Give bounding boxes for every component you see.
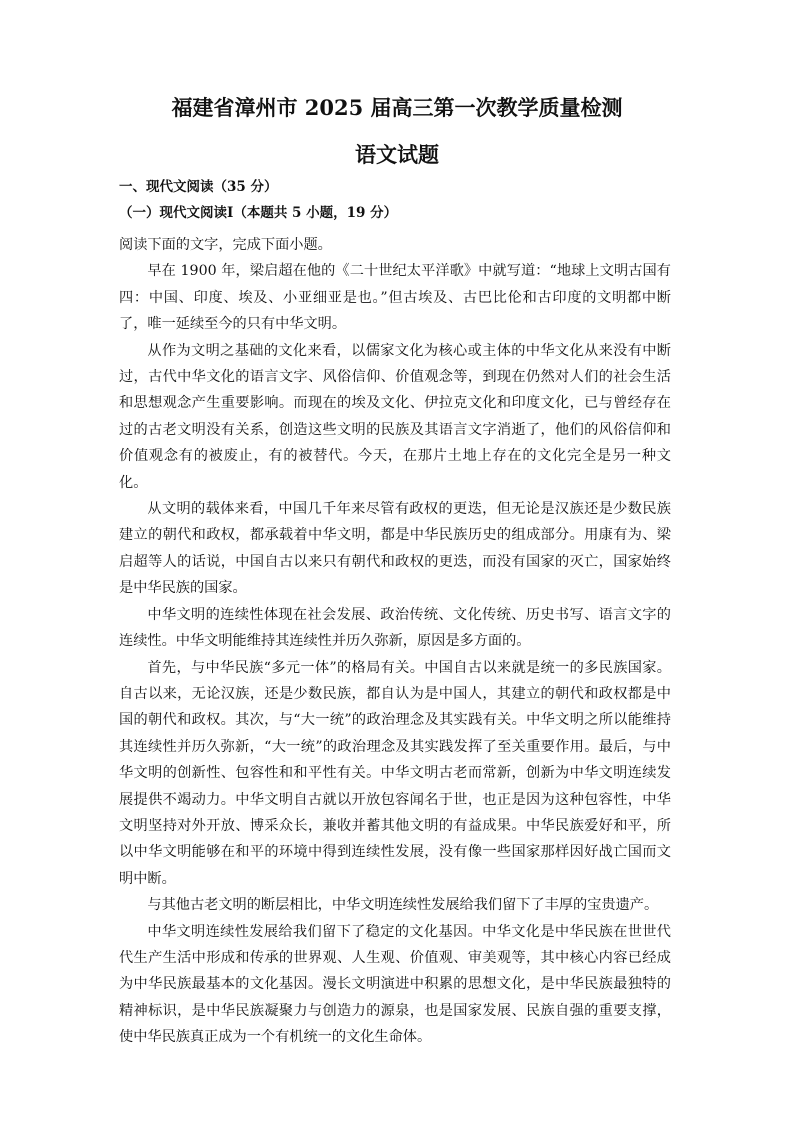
passage-paragraph-6: 与其他古老文明的断层相比，中华文明连续性发展给我们留下了丰厚的宝贵遗产。 (147, 897, 659, 914)
passage-paragraph-1: 早在 1900 年，梁启超在他的《二十世纪太平洋歌》中就写道：“地球上文明古国有四：中国、印度、埃及、小亚细亚是也。”但古埃及、古巴比伦和古印度的文明都中断了，唯一延续至今的只有中华文明。 (119, 263, 671, 333)
section-heading-modern-reading: 一、现代文阅读（35 分） (119, 179, 278, 195)
reading-instruction: 阅读下面的文字，完成下面小题。 (119, 237, 332, 253)
passage-paragraph-7: 中华文明连续性发展给我们留下了稳定的文化基因。中华文化是中华民族在世世代代生产生活中形成和传承的世界观、人生观、价值观、审美观等，其中核心内容已经成为中华民族最基本的文化基因。漫长文明演进中积累的思想文化，是中华民族最独特的精神标识，是中华民族凝聚力与创造力的源泉，也是国家发展、民族自强的重要支撑，使中华民族真正成为一个有机统一的文化生命体。 (119, 923, 671, 1046)
passage-paragraph-5: 首先，与中华民族“多元一体”的格局有关。中国自古以来就是统一的多民族国家。自古以来，无论汉族，还是少数民族，都自认为是中国人，其建立的朝代和政权都是中国的朝代和政权。其次，与“大一统”的政治理念及其实践有关。中华文明之所以能维持其连续性并历久弥新，“大一统”的政治理念及其实践发挥了至关重要作用。最后，与中华文明的创新性、包容性和和平性有关。中华文明古老而常新，创新为中华文明连续发展提供不竭动力。中华文明自古就以开放包容闻名于世，也正是因为这种包容性，中华文明坚持对外开放、博采众长，兼收并蓄其他文明的有益成果。中华民族爱好和平，所以中华文明能够在和平的环境中得到连续性发展，没有像一些国家那样因好战亡国而文明中断。 (119, 659, 671, 887)
exam-title: 福建省漳州市 2025 届高三第一次教学质量检测 (171, 95, 623, 120)
subsection-heading-reading-1: （一）现代文阅读Ⅰ（本题共 5 小题，19 分） (119, 205, 398, 221)
passage-paragraph-2: 从作为文明之基础的文化来看，以儒家文化为核心或主体的中华文化从来没有中断过，古代中华文化的语言文字、风俗信仰、价值观念等，到现在仍然对人们的社会生活和思想观念产生重要影响。而现在的埃及文化、伊拉克文化和印度文化，已与曾经存在过的古老文明没有关系，创造这些文明的民族及其语言文字消逝了，他们的风俗信仰和价值观念有的被废止，有的被替代。今天，在那片土地上存在的文化完全是另一种文化。 (119, 342, 671, 491)
passage-paragraph-3: 从文明的载体来看，中国几千年来尽管有政权的更迭，但无论是汉族还是少数民族建立的朝代和政权，都承载着中华文明，都是中华民族历史的组成部分。用康有为、梁启超等人的话说，中国自古以来只有朝代和政权的更迭，而没有国家的灭亡，国家始终是中华民族的国家。 (119, 501, 671, 597)
exam-subtitle: 语文试题 (355, 142, 439, 167)
passage-paragraph-4: 中华文明的连续性体现在社会发展、政治传统、文化传统、历史书写、语言文字的连续性。中华文明能维持其连续性并历久弥新，原因是多方面的。 (119, 606, 671, 650)
passage-body (119, 232, 671, 1051)
